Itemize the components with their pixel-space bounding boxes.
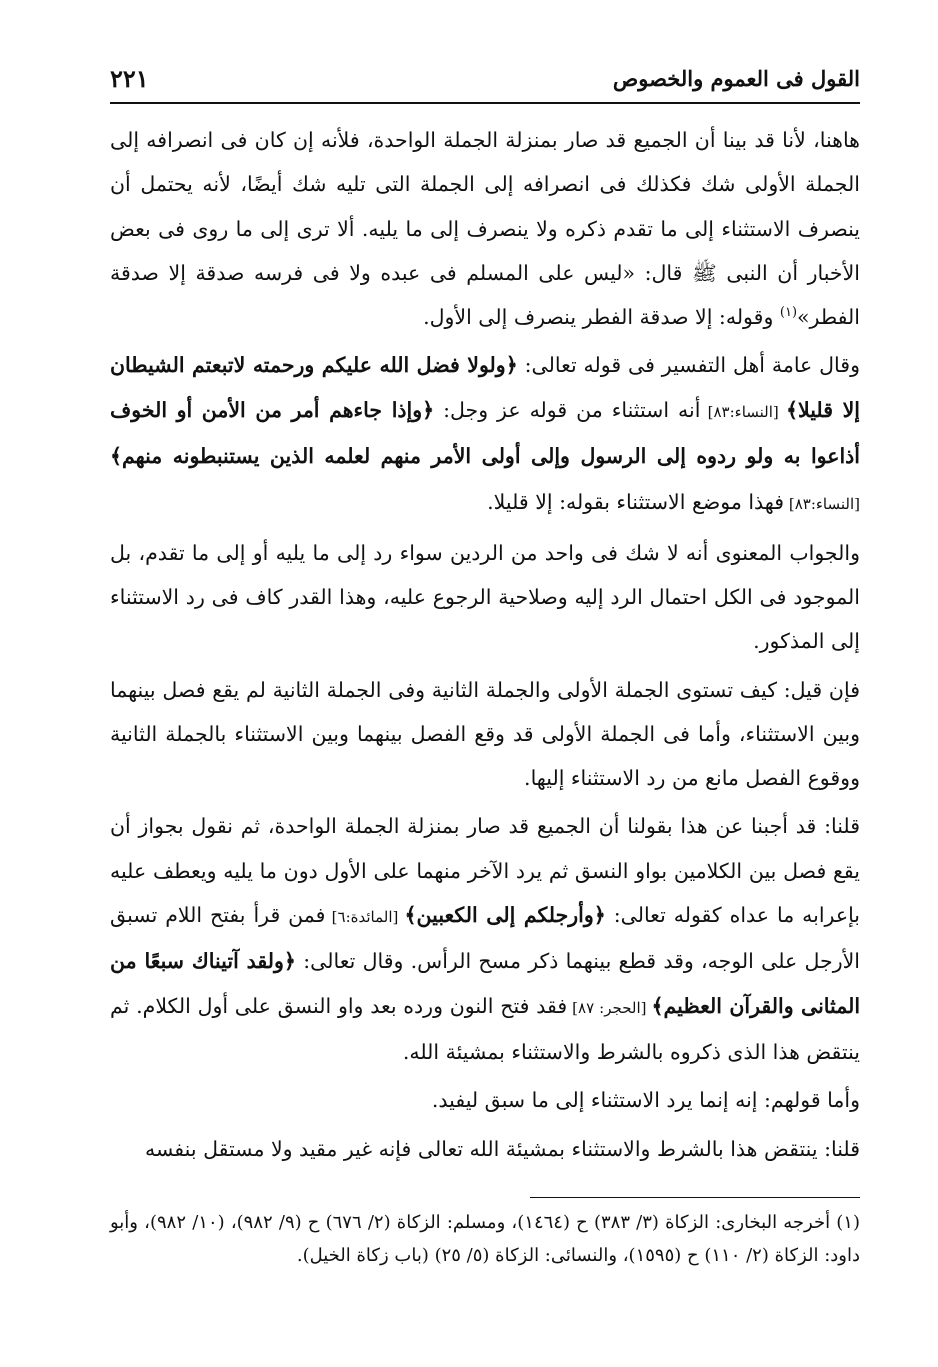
verse-reference: [الحجر: ٨٧] xyxy=(567,998,652,1017)
footnote-1: (١) أخرجه البخارى: الزكاة (٣/ ٣٨٣) ح (١٤٦٤)، ومسلم: الزكاة (٢/ ٦٧٦) ح (٩/ ٩٨٢)، (١٠/ ٩٨٢)، وأبو داود: الزكاة (٢/ ١١٠) ح (١٥٩٥)، والنسائى: الزكاة (٥/ ٢٥) (باب زكاة الخيل). xyxy=(110,1211,860,1266)
verse-reference: [النساء:٨٣] xyxy=(784,495,860,514)
paragraph-2-middle: أنه استثناء من قوله عز وجل: xyxy=(434,397,701,422)
paragraph-5-middle: فمن قرأ بفتح اللام تسبق الأرجل على الوجه، وقد قطع بينهما ذكر مسح الرأس. وقال تعالى: xyxy=(110,903,860,974)
quran-verse: ﴿ولقد آتيناك سبعًا من المثانى والقرآن العظيم﴾ xyxy=(110,949,861,1018)
quran-verse: ﴿ولولا فضل الله عليكم ورحمته لاتبعتم الشيطان إلا قليلا﴾ xyxy=(110,353,860,422)
quran-verse: ﴿وأرجلكم إلى الكعبين﴾ xyxy=(404,903,606,928)
verse-reference: [النساء:٨٣] xyxy=(700,402,786,421)
paragraph-1-text: هاهنا، لأنا قد بينا أن الجميع قد صار بمنزلة الجملة الواحدة، فلأنه إن كان فى انصرافه إلى الجملة الأولى شك فكذلك فى انصرافه إلى الجملة التى تليه شك أيضًا، لأنه يحتمل أن ينصرف الاستثناء إلى ما تقدم ذكره ولا ينصرف إلى ما يليه. ألا ترى إلى ما روى فى بعض الأخبار أن النبى ﷺ قال: «ليس على المسلم فى عبده ولا فى فرسه صدقة إلا صدقة الفطر» xyxy=(110,128,860,330)
verse-reference: [المائدة:٦] xyxy=(325,908,405,927)
paragraph-2-end: فهذا موضع الاستثناء بقوله: إلا قليلا. xyxy=(487,490,785,515)
page-header xyxy=(110,62,860,104)
paragraph-5-end: فقد فتح النون ورده بعد واو النسق على أول الكلام. ثم ينتقض هذا الذى ذكروه بالشرط والاستثناء بمشيئة الله. xyxy=(110,993,860,1064)
footnote-marker: (١) xyxy=(779,305,798,321)
page-body xyxy=(110,118,860,1171)
page-number: ٢٢١ xyxy=(110,64,149,93)
paragraph-2-intro: وقال عامة أهل التفسير فى قوله تعالى: xyxy=(517,353,861,378)
footnote-divider xyxy=(530,1197,860,1198)
paragraph-6: وأما قولهم: إنه إنما يرد الاستثناء إلى ما سبق ليفيد. xyxy=(431,1088,860,1113)
paragraph-5 xyxy=(110,804,860,1074)
paragraph-7: قلنا: ينتقض هذا بالشرط والاستثناء بمشيئة الله تعالى فإنه غير مقيد ولا مستقل بنفسه xyxy=(145,1136,860,1161)
book-page xyxy=(110,62,860,1272)
paragraph-1 xyxy=(110,118,860,339)
quran-verse: ﴿وإذا جاءهم أمر من الأمن أو الخوف أذاعوا به ولو ردوه إلى الرسول وإلى أولى الأمر منهم لعلمه الذين يستنبطونه منهم﴾ xyxy=(110,397,860,469)
paragraph-2 xyxy=(110,343,860,526)
paragraph-1-end: وقوله: إلا صدقة الفطر ينصرف إلى الأول. xyxy=(423,305,780,330)
paragraph-4: فإن قيل: كيف تستوى الجملة الأولى والجملة الثانية وفى الجملة الثانية لم يقع فصل بينهما وبين الاستثناء، وأما فى الجملة الأولى قد وقع الفصل بينهما وبين الاستثناء بالجملة الثانية ووقوع الفصل مانع من رد الاستثناء إليها. xyxy=(110,677,860,791)
paragraph-3: والجواب المعنوى أنه لا شك فى واحد من الردين سواء رد إلى ما يليه أو إلى ما تقدم، بل الموجود فى الكل احتمال الرد إليه وصلاحية الرجوع عليه، وهذا القدر كاف فى رد الاستثناء إلى المذكور. xyxy=(110,540,860,654)
paragraph-5-intro: قلنا: قد أجبنا عن هذا بقولنا أن الجميع قد صار بمنزلة الجملة الواحدة، ثم نقول بجواز أن يقع فصل بين الكلامين بواو النسق ثم يرد الآخر منهما على الأول دون ما يليه ويعطف عليه بإعرابه ما عداه كقوله تعالى: xyxy=(110,814,861,928)
running-title: القول فى العموم والخصوص xyxy=(612,66,860,91)
